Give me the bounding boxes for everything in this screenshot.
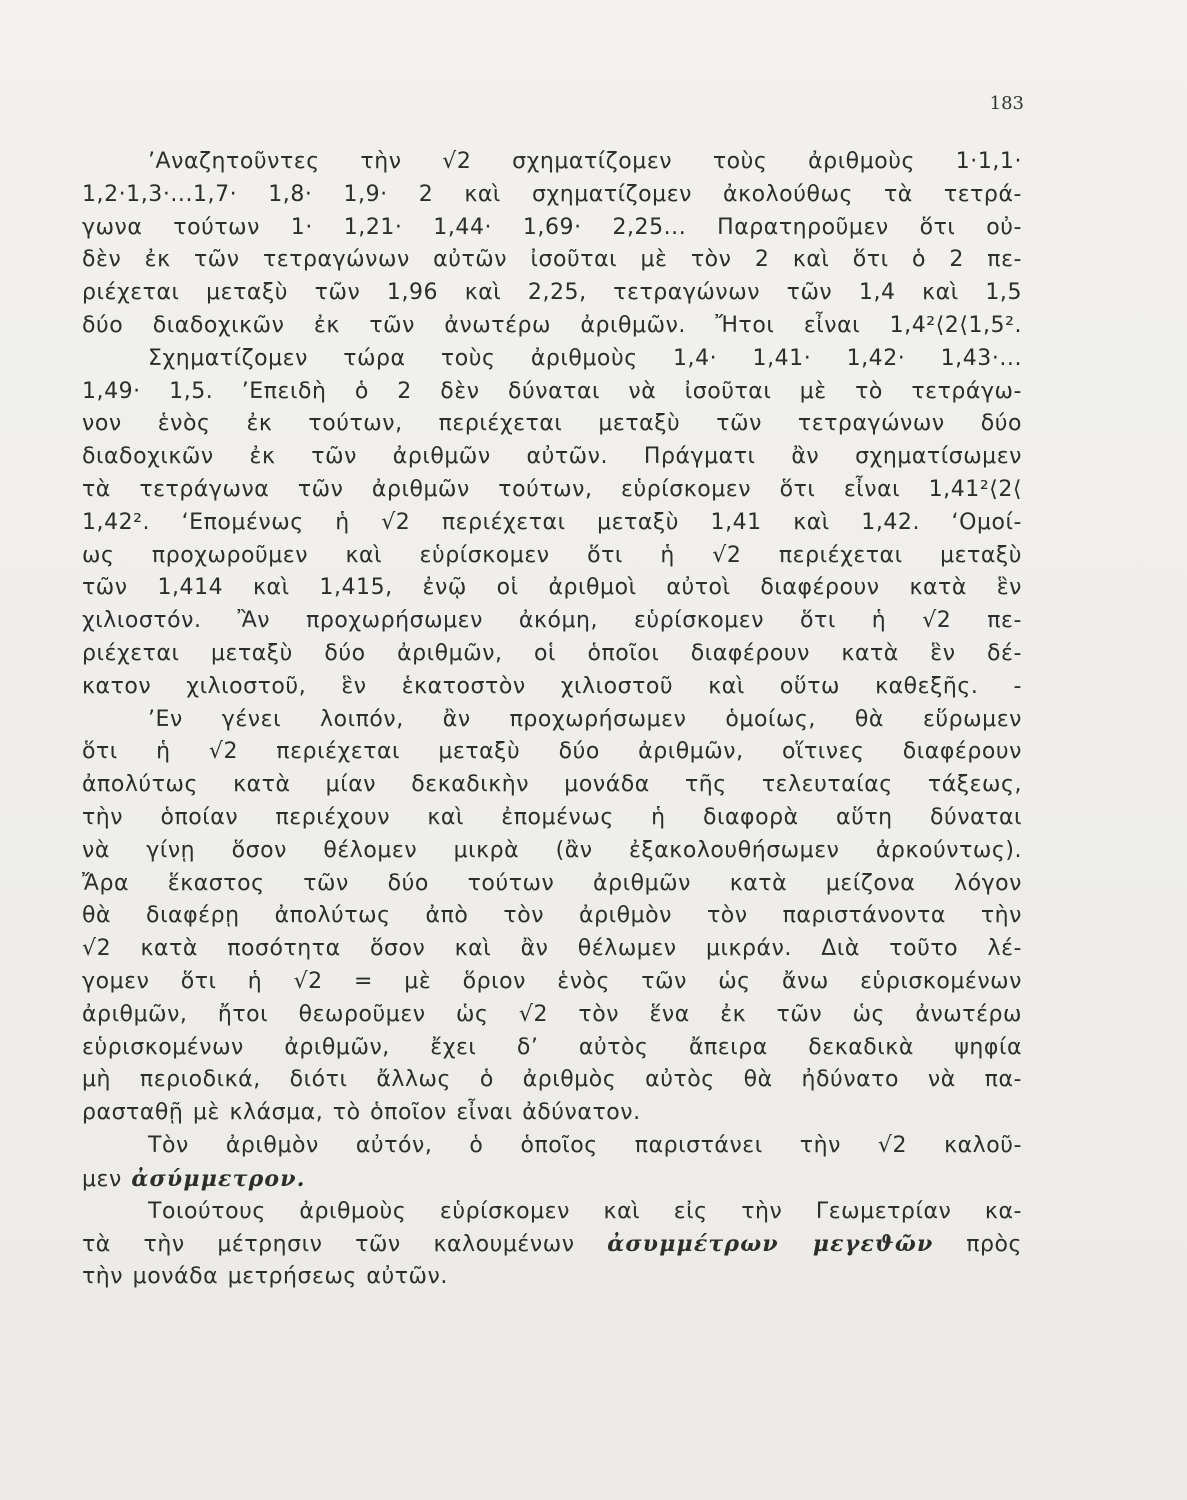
text-line: χιλιοστόν. Ἂν προχωρήσωμεν ἀκόμη, εὑρίσκομεν ὅτι ἡ √2 πε- xyxy=(82,608,1022,634)
emphasis-term: ἀσύμμετρον. xyxy=(131,1165,306,1192)
paragraph-1 xyxy=(82,146,1022,343)
text-line: ἀπολύτως κατὰ μίαν δεκαδικὴν μονάδα τῆς τελευταίας τάξεως, xyxy=(82,772,1022,798)
text-line: διαδοχικῶν ἐκ τῶν ἀριθμῶν αὐτῶν. Πράγματι ἂν σχηματίσωμεν xyxy=(82,444,1022,470)
paragraph-5 xyxy=(82,1196,1022,1294)
text-line: Τοιούτους ἀριθμοὺς εὑρίσκομεν καὶ εἰς τὴν Γεωμετρίαν κα- xyxy=(148,1198,1022,1224)
text-line: ριέχεται μεταξὺ δύο ἀριθμῶν, οἱ ὁποῖοι διαφέρουν κατὰ ἓν δέ- xyxy=(82,640,1022,666)
text-line: τὰ τετράγωνα τῶν ἀριθμῶν τούτων, εὑρίσκομεν ὅτι εἶναι 1,41²⟨2⟨ xyxy=(82,476,1022,502)
text-line: γωνα τούτων 1· 1,21· 1,44· 1,69· 2,25... Παρατηροῦμεν ὅτι οὐ- xyxy=(82,214,1022,240)
text-line: κατον χιλιοστοῦ, ἓν ἑκατοστὸν χιλιοστοῦ καὶ οὕτω καθεξῆς. - xyxy=(82,673,1022,699)
text-line: νον ἑνὸς ἐκ τούτων, περιέχεται μεταξὺ τῶν τετραγώνων δύο xyxy=(82,411,1022,437)
text-fragment: μεν xyxy=(82,1166,132,1192)
text-line: δύο διαδοχικῶν ἐκ τῶν ἀνωτέρω ἀριθμῶν. Ἤτοι εἶναι 1,4²⟨2⟨1,5². xyxy=(82,312,1022,338)
paragraph-3 xyxy=(82,704,1022,1130)
text-line: Ἄρα ἕκαστος τῶν δύο τούτων ἀριθμῶν κατὰ μείζονα λόγον xyxy=(82,870,1022,896)
text-line: ως προχωροῦμεν καὶ εὑρίσκομεν ὅτι ἡ √2 περιέχεται μεταξὺ xyxy=(82,542,1022,568)
text-line xyxy=(82,1163,1022,1196)
text-line: ρασταθῇ μὲ κλάσμα, τὸ ὁποῖον εἶναι ἀδύνατον. xyxy=(82,1100,641,1126)
text-line: μὴ περιοδικά, διότι ἄλλως ὁ ἀριθμὸς αὐτὸς θὰ ἠδύνατο νὰ πα- xyxy=(82,1067,1022,1093)
text-line: γομεν ὅτι ἡ √2 = μὲ ὅριον ἑνὸς τῶν ὡς ἄνω εὑρισκομένων xyxy=(82,968,1022,994)
page-number: 183 xyxy=(989,93,1024,114)
body-text xyxy=(82,146,1022,1294)
text-line: 1,2·1,3·...1,7· 1,8· 1,9· 2 καὶ σχηματίζομεν ἀκολούθως τὰ τετρά- xyxy=(82,181,1022,207)
text-line: √2 κατὰ ποσότητα ὅσον καὶ ἂν θέλωμεν μικράν. Διὰ τοῦτο λέ- xyxy=(82,936,1022,962)
text-line: ὅτι ἡ √2 περιέχεται μεταξὺ δύο ἀριθμῶν, οἵτινες διαφέρουν xyxy=(82,739,1022,765)
text-line: ριέχεται μεταξὺ τῶν 1,96 καὶ 2,25, τετραγώνων τῶν 1,4 καὶ 1,5 xyxy=(82,280,1022,306)
text-line: νὰ γίνῃ ὅσον θέλομεν μικρὰ (ἂν ἐξακολουθήσωμεν ἀρκούντως). xyxy=(82,837,1022,863)
text-line: 1,42². ‘Επομένως ἡ √2 περιέχεται μεταξὺ 1,41 καὶ 1,42. ‘Ομοί- xyxy=(82,509,1022,535)
emphasis-term: ἀσυμμέτρων μεγεϑῶν xyxy=(607,1231,934,1258)
text-line: ’Αναζητοῦντες τὴν √2 σχηματίζομεν τοὺς ἀριθμοὺς 1·1,1· xyxy=(148,149,1022,174)
text-line: εὑρισκομένων ἀριθμῶν, ἔχει δ’ αὐτὸς ἄπειρα δεκαδικὰ ψηφία xyxy=(82,1034,1022,1060)
text-fragment: τὰ τὴν μέτρησιν τῶν καλουμένων xyxy=(82,1232,608,1258)
text-line: τὴν ὁποίαν περιέχουν καὶ ἐπομένως ἡ διαφορὰ αὕτη δύναται xyxy=(82,804,1022,830)
text-line: ’Εν γένει λοιπόν, ἂν προχωρήσωμεν ὁμοίως, θὰ εὕρωμεν xyxy=(148,706,1022,732)
text-line: δὲν ἐκ τῶν τετραγώνων αὐτῶν ἰσοῦται μὲ τὸν 2 καὶ ὅτι ὁ 2 πε- xyxy=(82,247,1022,273)
paragraph-4 xyxy=(82,1130,1022,1196)
text-line xyxy=(82,1228,1022,1261)
text-line: Τὸν ἀριθμὸν αὐτόν, ὁ ὁποῖος παριστάνει τὴν √2 καλοῦ- xyxy=(148,1132,1022,1158)
paragraph-2 xyxy=(82,343,1022,704)
text-line: τὴν μονάδα μετρήσεως αὐτῶν. xyxy=(82,1264,448,1290)
text-line: θὰ διαφέρῃ ἀπολύτως ἀπὸ τὸν ἀριθμὸν τὸν παριστάνοντα τὴν xyxy=(82,903,1022,929)
text-line: ἀριθμῶν, ἤτοι θεωροῦμεν ὡς √2 τὸν ἕνα ἐκ τῶν ὡς ἀνωτέρω xyxy=(82,1001,1022,1027)
text-line: Σχηματίζομεν τώρα τοὺς ἀριθμοὺς 1,4· 1,41· 1,42· 1,43·... xyxy=(148,345,1022,371)
text-line: 1,49· 1,5. ’Επειδὴ ὁ 2 δὲν δύναται νὰ ἰσοῦται μὲ τὸ τετράγω- xyxy=(82,378,1022,404)
text-fragment: πρὸς xyxy=(933,1232,1023,1258)
text-line: τῶν 1,414 καὶ 1,415, ἐνῷ οἱ ἀριθμοὶ αὐτοὶ διαφέρουν κατὰ ἓν xyxy=(82,575,1022,601)
